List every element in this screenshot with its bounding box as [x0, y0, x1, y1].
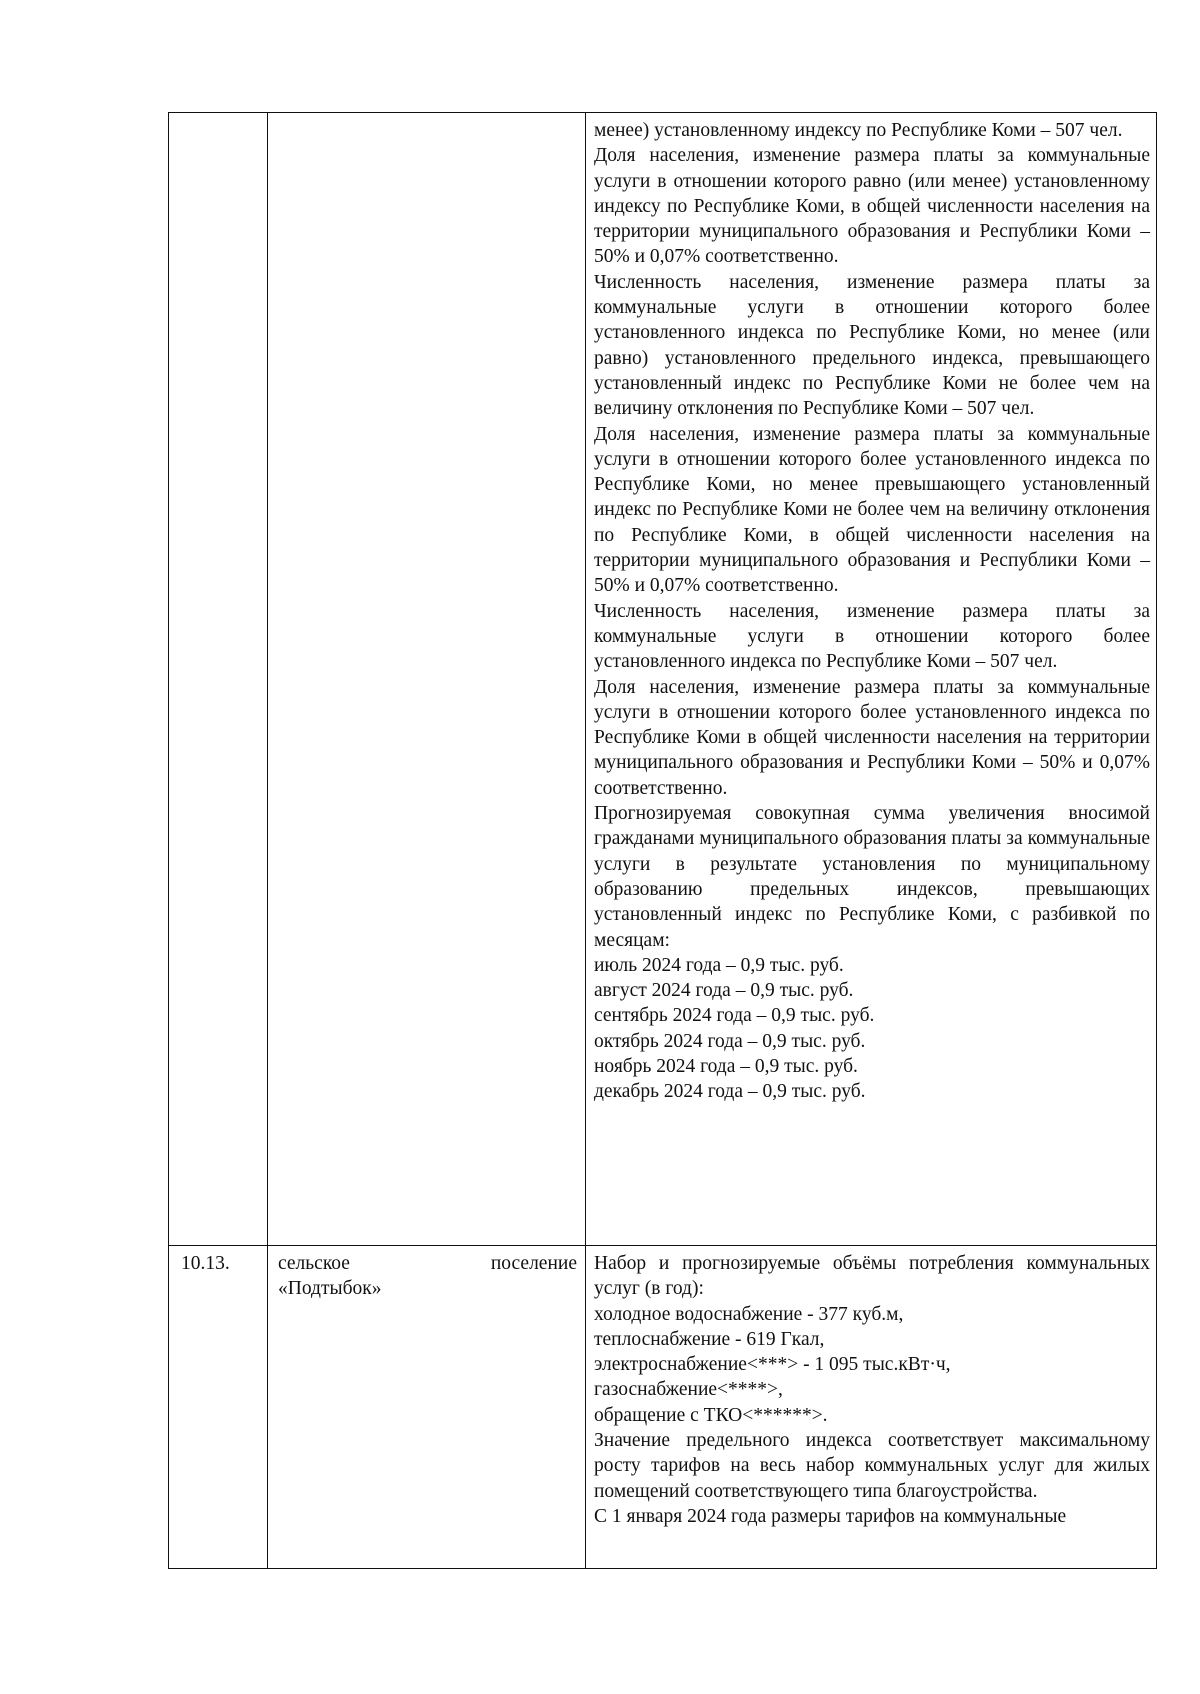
- service-heating: теплоснабжение - 619 Гкал,: [594, 1328, 825, 1350]
- paragraph-forecast: Прогнозируемая совокупная сумма увеличения вносимой гражданами муниципального образования платы за коммунальные услуги в результате установления по муниципальному образованию предельных индексов, превышающих установленный индекс по Республике Коми, с разбивкой по месяцам:: [594, 803, 1150, 951]
- month-item-september: сентябрь 2024 года – 0,9 тыс. руб.: [594, 1005, 875, 1027]
- paragraph-indicator-1: менее) установленному индексу по Республике Коми – 507 чел.: [594, 120, 1123, 141]
- row-number: 10.13.: [181, 1253, 230, 1274]
- description-cell: [586, 1246, 1157, 1569]
- name-cell-empty: [268, 113, 586, 1246]
- description-cell: [586, 113, 1157, 1246]
- settlement-type: сельское поселение: [278, 1253, 577, 1274]
- service-cold-water: холодное водоснабжение - 377 куб.м,: [594, 1303, 904, 1325]
- month-item-august: август 2024 года – 0,9 тыс. руб.: [594, 980, 854, 1002]
- paragraph-indicator-6: Доля населения, изменение размера платы за коммунальные услуги в отношении которого более установленного индекса по Республике Коми в общей численности населения на территории муниципального образования и Республики Коми – 50% и 0,07% соответственно.: [594, 676, 1150, 799]
- settlement-name: «Подтыбок»: [278, 1278, 382, 1300]
- name-cell: [268, 1246, 586, 1569]
- paragraph-indicator-3: Численность населения, изменение размера платы за коммунальные услуги в отношении которого более установленного индекса по Республике Коми, но менее (или равно) установленного предельного индекса, превышающего установленный индекс по Республике Коми не более чем на величину отклонения по Республике Коми – 507 чел.: [594, 271, 1150, 420]
- paragraph-indicator-5: Численность населения, изменение размера платы за коммунальные услуги в отношении которого более установленного индекса по Республике Коми – 507 чел.: [594, 600, 1150, 673]
- service-gas: газоснабжение<****>,: [594, 1379, 783, 1401]
- municipal-index-table: [168, 112, 1157, 1569]
- month-item-july: июль 2024 года – 0,9 тыс. руб.: [594, 954, 844, 976]
- paragraph-indicator-2: Доля населения, изменение размера платы за коммунальные услуги в отношении которого равно (или менее) установленному индексу по Республике Коми, в общей численности населения на территории муниципального образования и Республики Коми – 50% и 0,07% соответственно.: [594, 145, 1150, 268]
- month-item-november: ноябрь 2024 года – 0,9 тыс. руб.: [594, 1055, 858, 1077]
- month-item-december: декабрь 2024 года – 0,9 тыс. руб.: [594, 1081, 866, 1103]
- table-row-10-13: [169, 1246, 1157, 1569]
- limit-index-paragraph: Значение предельного индекса соответствует максимальному росту тарифов на весь набор коммунальных услуг для жилых помещений соответствующего типа благоустройства.: [594, 1430, 1150, 1502]
- month-item-october: октябрь 2024 года – 0,9 тыс. руб.: [594, 1030, 866, 1052]
- table-row-continued: [169, 113, 1157, 1246]
- service-waste: обращение с ТКО<******>.: [594, 1404, 828, 1426]
- number-cell-empty: [169, 113, 268, 1246]
- tariffs-paragraph: С 1 января 2024 года размеры тарифов на коммунальные: [594, 1505, 1067, 1527]
- paragraph-indicator-4: Доля населения, изменение размера платы за коммунальные услуги в отношении которого более установленного индекса по Республике Коми, но менее превышающего установленный индекс по Республике Коми не более чем на величину отклонения по Республике Коми, в общей численности населения на территории муниципального образования и Республики Коми – 50% и 0,07% соответственно.: [594, 423, 1150, 597]
- service-electricity: электроснабжение<***> - 1 095 тыс.кВт·ч,: [594, 1354, 951, 1376]
- number-cell: [169, 1246, 268, 1569]
- services-intro: Набор и прогнозируемые объёмы потребления коммунальных услуг (в год):: [594, 1253, 1150, 1300]
